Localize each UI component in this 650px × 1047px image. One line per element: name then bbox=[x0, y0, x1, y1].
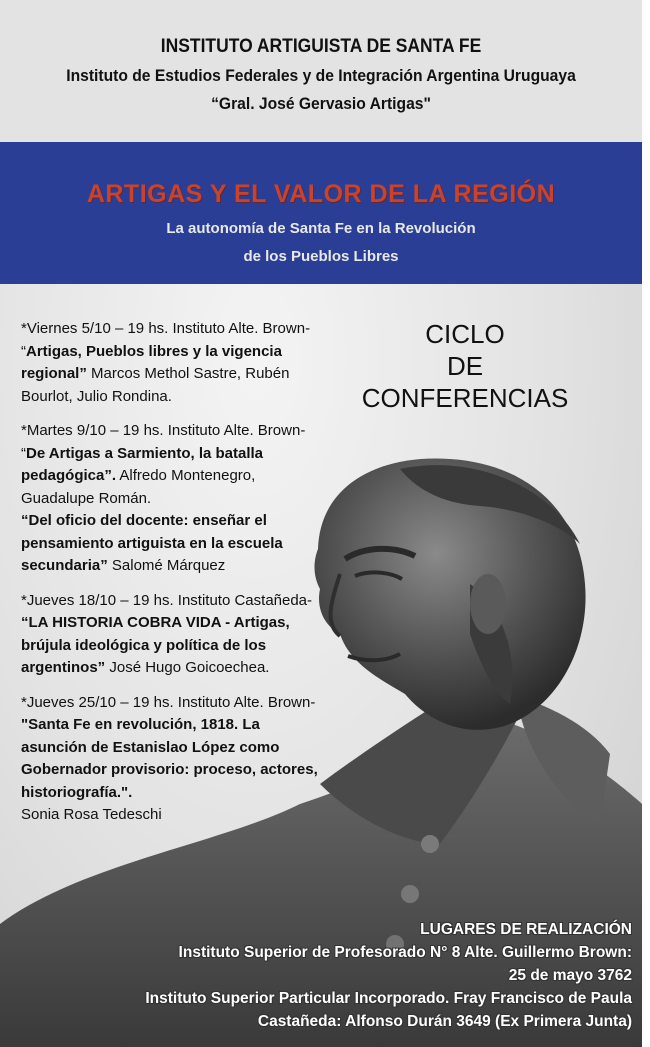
event-subtitle-line2: de los Pueblos Libres bbox=[243, 248, 399, 265]
venue-line: Castañeda: Alfonso Durán 3649 (Ex Primera Junta) bbox=[257, 1013, 632, 1030]
ciclo-line1: CICLO bbox=[425, 319, 505, 349]
event-talk-title-2: “Del oficio del docente: enseñar el pensamiento artiguista en la escuela secundaria” bbox=[21, 512, 283, 574]
event-speakers: José Hugo Goicoechea. bbox=[105, 659, 270, 676]
event-talk-title: “LA HISTORIA COBRA VIDA - Artigas, brújula ideológica y política de los argentinos” bbox=[21, 614, 290, 676]
venue-line: Instituto Superior Particular Incorporado. Fray Francisco de Paula bbox=[145, 990, 632, 1007]
event-item bbox=[21, 692, 321, 827]
page-margin bbox=[642, 0, 650, 1047]
header bbox=[0, 0, 642, 142]
event-talk-title: "Santa Fe en revolución, 1818. La asunción de Estanislao López como Gobernador provisorio: proceso, actores, historiografía.". bbox=[21, 716, 318, 801]
venues bbox=[0, 918, 632, 1033]
event-speakers: Sonia Rosa Tedeschi bbox=[21, 806, 162, 823]
event-date-place: *Martes 9/10 – 19 hs. Instituto Alte. Brown- “ bbox=[21, 422, 306, 462]
event-talk-title: Artigas, Pueblos libres y la vigencia regional” bbox=[21, 342, 282, 382]
event-date-place: *Viernes 5/10 – 19 hs. Instituto Alte. Brown- “ bbox=[21, 320, 311, 360]
venues-heading: LUGARES DE REALIZACIÓN bbox=[420, 921, 632, 938]
event-item bbox=[21, 318, 321, 408]
header-subtitle: Instituto de Estudios Federales y de Integración Argentina Uruguaya bbox=[66, 66, 576, 85]
event-title: ARTIGAS Y EL VALOR DE LA REGIÓN bbox=[86, 180, 556, 208]
event-talk-title: De Artigas a Sarmiento, la batalla pedagógica”. bbox=[21, 444, 264, 484]
ciclo-line2: DE bbox=[446, 351, 484, 381]
ciclo-heading bbox=[340, 318, 590, 414]
event-speakers-2: Salomé Márquez bbox=[107, 557, 226, 574]
event-item bbox=[21, 590, 321, 680]
ciclo-line3: CONFERENCIAS bbox=[361, 383, 569, 413]
header-title: INSTITUTO ARTIGUISTA DE SANTA FE bbox=[160, 36, 482, 57]
event-speakers: Marcos Methol Sastre, Rubén Bourlot, Julio Rondina. bbox=[21, 365, 290, 405]
event-date-place: *Jueves 18/10 – 19 hs. Instituto Castañeda- bbox=[21, 591, 313, 609]
header-namesake: “Gral. José Gervasio Artigas" bbox=[211, 94, 431, 113]
event-subtitle-line1: La autonomía de Santa Fe en la Revolución bbox=[166, 220, 476, 237]
event-list bbox=[21, 318, 321, 839]
venue-line: 25 de mayo 3762 bbox=[508, 967, 632, 984]
title-band bbox=[0, 142, 642, 284]
event-item bbox=[21, 420, 321, 578]
venue-line: Instituto Superior de Profesorado N° 8 Alte. Guillermo Brown: bbox=[178, 944, 632, 961]
event-date-place: *Jueves 25/10 – 19 hs. Instituto Alte. Brown- bbox=[21, 693, 316, 711]
event-speakers: Alfredo Montenegro, Guadalupe Román. bbox=[21, 467, 256, 507]
